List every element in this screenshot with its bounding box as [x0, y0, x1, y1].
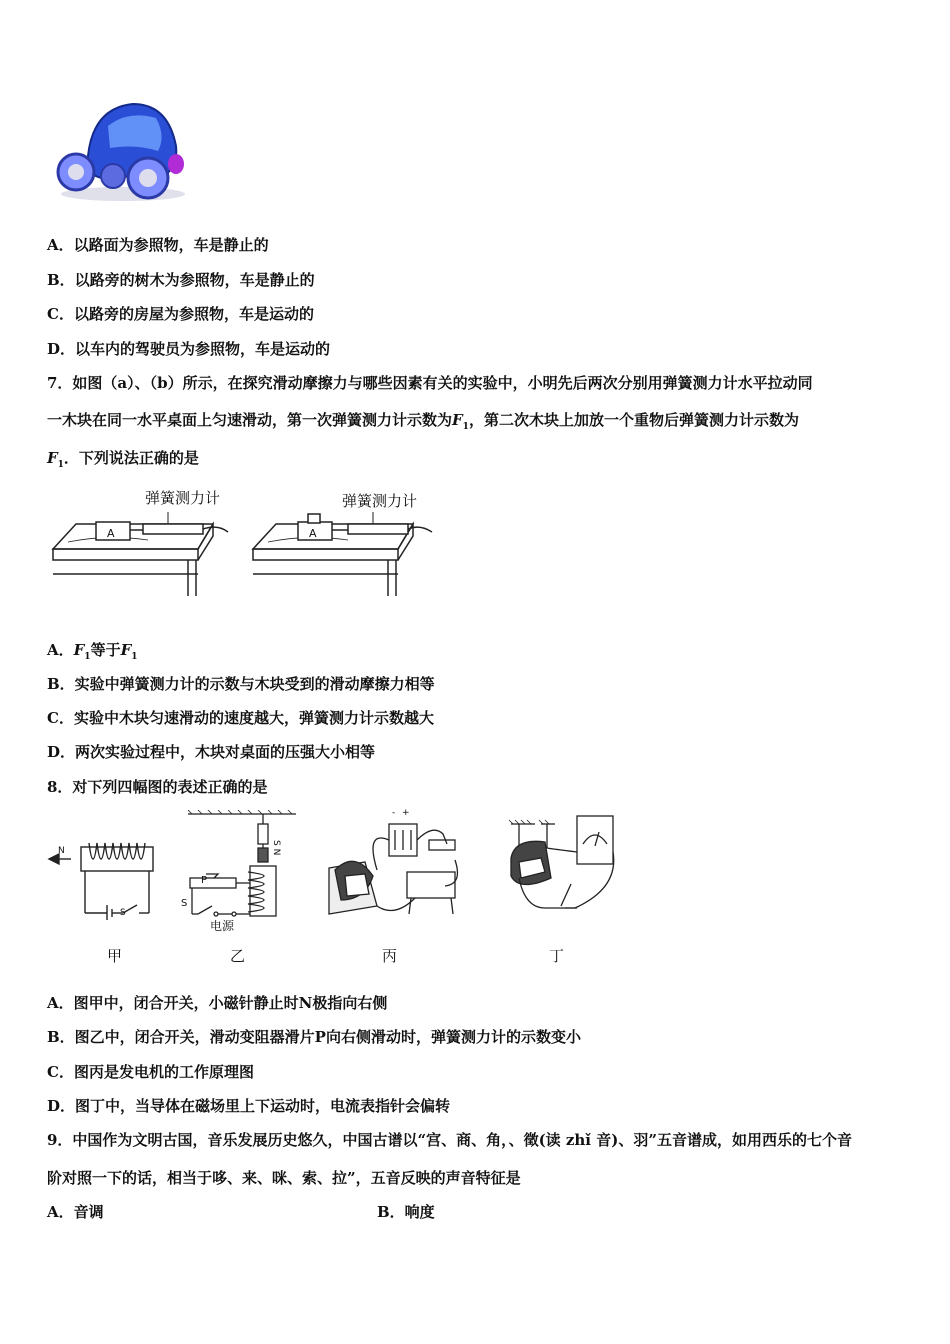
figure-bing-motor	[325, 810, 465, 920]
block-label-a: A	[107, 527, 115, 540]
q7-option-a[interactable]: A．$F_1$等于$F_1$	[47, 641, 138, 662]
block-label-b: A	[309, 527, 317, 540]
q7-stem-line1: 7．如图（a）、（b）所示，在探究滑动摩擦力与哪些因素有关的实验中，小明先后两次分别用弹簧测力计水平拉动同	[47, 374, 813, 392]
figure-label-spring-scale-b: 弹簧测力计	[342, 492, 418, 510]
fig-bing-plus-label: +	[402, 808, 410, 818]
q6-option-c[interactable]: C．以路旁的房屋为参照物，车是运动的	[47, 305, 314, 323]
q9-stem-line1: 9．中国作为文明古国，音乐发展历史悠久，中国古谱以“宫、商、角，、徵(读 zhǐ 音)、羽”五音谱成，如用西乐的七个音	[47, 1131, 852, 1149]
q8-option-c[interactable]: C．图丙是发电机的工作原理图	[47, 1063, 254, 1081]
fig-bing-minus-label: -	[392, 808, 396, 818]
q7-option-b[interactable]: B．实验中弹簧测力计的示数与木块受到的滑动摩擦力相等	[47, 675, 435, 693]
fig-yi-power-label: 电源	[210, 919, 235, 933]
fig-jia-s-label: S	[120, 908, 126, 918]
q8-stem: 8．对下列四幅图的表述正确的是	[47, 778, 268, 796]
figure-label-spring-scale-a: 弹簧测力计	[145, 489, 221, 507]
q7-option-c[interactable]: C．实验中木块匀速滑动的速度越大，弹簧测力计示数越大	[47, 709, 434, 727]
figure-yi-electromagnet	[188, 810, 298, 925]
caption-ding: 丁	[549, 947, 565, 965]
q6-option-b[interactable]: B．以路旁的树木为参照物，车是静止的	[47, 271, 315, 289]
q6-option-d[interactable]: D．以车内的驾驶员为参照物，车是运动的	[47, 340, 331, 358]
car-illustration	[48, 96, 198, 206]
fig-yi-p-label: P	[201, 875, 208, 886]
q8-option-b[interactable]: B．图乙中，闭合开关，滑动变阻器滑片P向右侧滑动时，弹簧测力计的示数变小	[47, 1028, 581, 1046]
q8-option-d[interactable]: D．图丁中，当导体在磁场里上下运动时，电流表指针会偏转	[47, 1097, 451, 1115]
q9-stem-line2: 阶对照一下的话，相当于哆、来、咪、索、拉”，五音反映的声音特征是	[47, 1169, 521, 1187]
q7-stem-line3: $F_1$．下列说法正确的是	[47, 449, 199, 470]
caption-jia: 甲	[107, 947, 123, 965]
q7-stem-line2: 一木块在同一水平桌面上匀速滑动，第一次弹簧测力计示数为$F_1$，第二次木块上加放一个重物后弹簧测力计示数为	[47, 411, 799, 432]
fig-yi-s-label: S	[181, 898, 188, 909]
fig-yi-sn-label: S N	[271, 840, 281, 856]
q8-option-a[interactable]: A．图甲中，闭合开关，小磁针静止时N极指向右侧	[47, 994, 388, 1012]
caption-bing: 丙	[382, 947, 398, 965]
q9-option-a[interactable]: A．音调	[47, 1203, 104, 1221]
figure-ding-induction	[505, 808, 620, 920]
q6-option-a[interactable]: A．以路面为参照物，车是静止的	[47, 236, 269, 254]
q9-option-b[interactable]: B．响度	[377, 1203, 435, 1221]
fig-jia-n-label: N	[58, 846, 65, 856]
q7-option-d[interactable]: D．两次实验过程中，木块对桌面的压强大小相等	[47, 743, 376, 761]
caption-yi: 乙	[230, 947, 246, 965]
